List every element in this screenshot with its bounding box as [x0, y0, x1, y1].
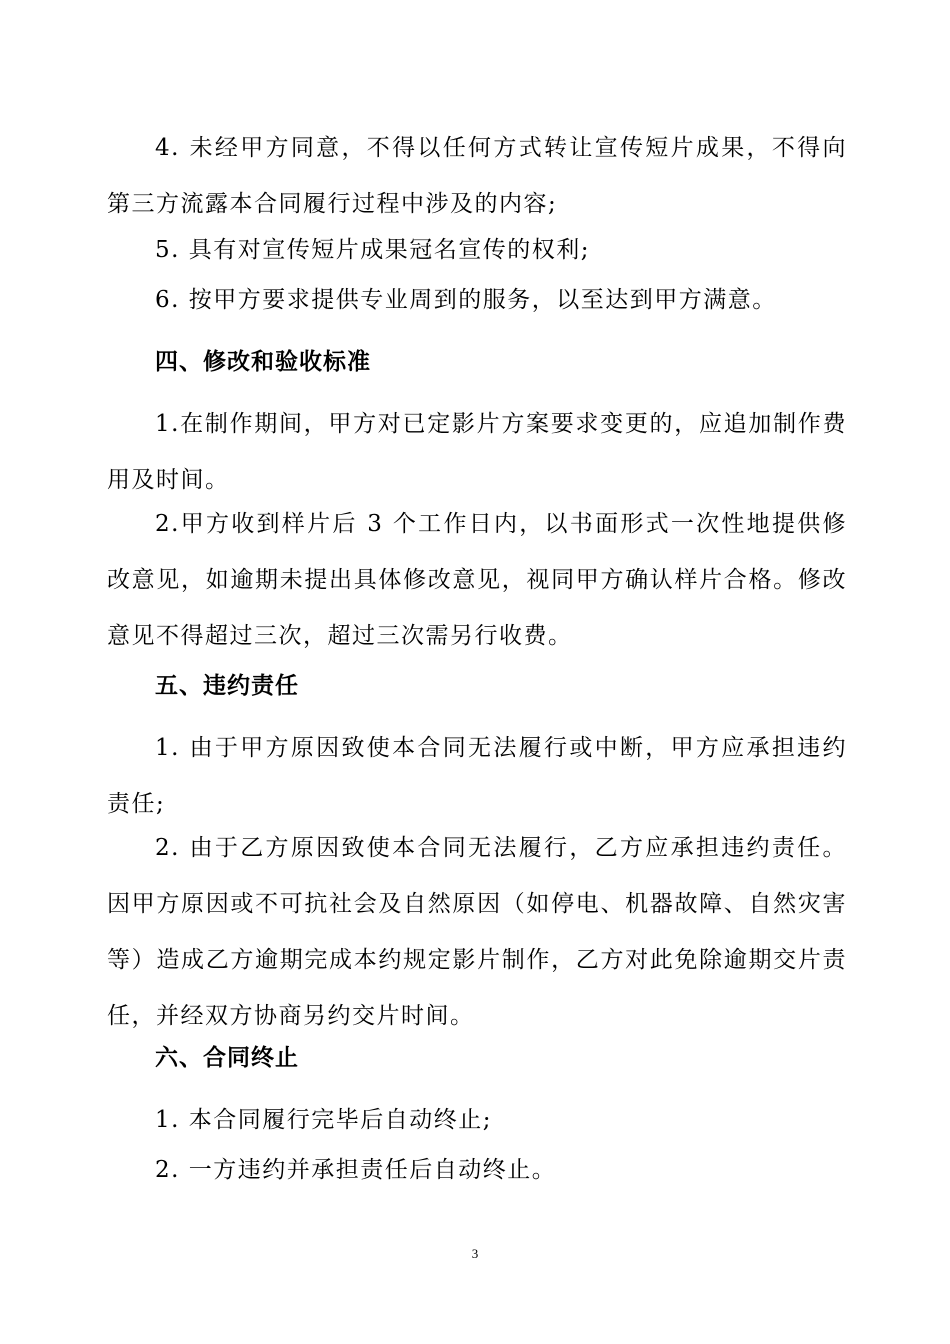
clause-3-4: 4. 未经甲方同意，不得以任何方式转让宣传短片成果，不得向第三方流露本合同履行过程中涉及的内容; [107, 135, 847, 217]
clause-5-2: 2. 由于乙方原因致使本合同无法履行，乙方应承担违约责任。因甲方原因或不可抗社会及自然原因（如停电、机器故障、自然灾害等）造成乙方逾期完成本约规定影片制作，乙方对此免除逾期交片责任，并经双方协商另约交片时间。 [107, 835, 847, 1029]
clause-6-2: 2. 一方违约并承担责任后自动终止。 [155, 1157, 557, 1183]
page-number: 3 [471, 1246, 479, 1261]
clause-6-1: 1. 本合同履行完毕后自动终止; [155, 1107, 493, 1133]
clause-4-1: 1.在制作期间，甲方对已定影片方案要求变更的，应追加制作费用及时间。 [107, 411, 847, 493]
clause-4-2: 2.甲方收到样片后 3 个工作日内，以书面形式一次性地提供修改意见，如逾期未提出具体修改意见，视同甲方确认样片合格。修改意见不得超过三次，超过三次需另行收费。 [107, 511, 847, 649]
clause-5-1: 1. 由于甲方原因致使本合同无法履行或中断，甲方应承担违约责任; [107, 735, 847, 817]
section-4-heading: 四、修改和验收标准 [155, 349, 371, 375]
clause-3-5: 5. 具有对宣传短片成果冠名宣传的权利; [155, 237, 591, 263]
section-6-heading: 六、合同终止 [155, 1045, 299, 1071]
section-5-heading: 五、违约责任 [155, 673, 299, 699]
clause-3-6: 6. 按甲方要求提供专业周到的服务，以至达到甲方满意。 [155, 287, 777, 313]
